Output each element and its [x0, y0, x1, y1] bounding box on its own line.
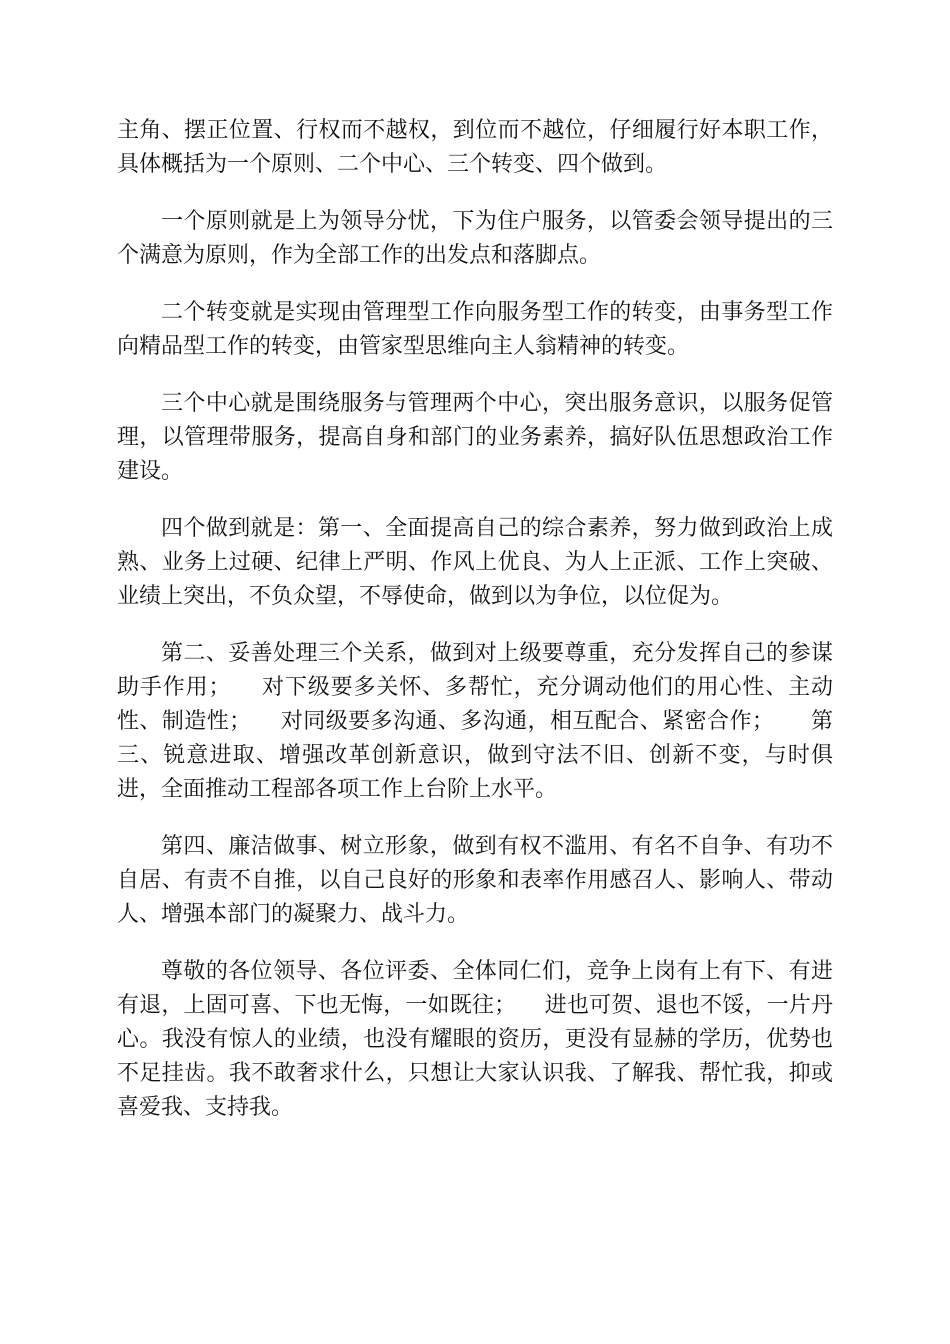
paragraph-continuation: 主角、摆正位置、行权而不越权，到位而不越位，仔细履行好本职工作，具体概括为一个原则、二个中心、三个转变、四个做到。 [117, 118, 833, 177]
document-body [117, 114, 833, 1148]
paragraph-one-principle: 一个原则就是上为领导分忧，下为住户服务，以管委会领导提出的三个满意为原则，作为全部工作的出发点和落脚点。 [117, 209, 833, 268]
paragraph-two-transformations: 二个转变就是实现由管理型工作向服务型工作的转变，由事务型工作向精品型工作的转变，由管家型思维向主人翁精神的转变。 [117, 300, 833, 359]
paragraph-three-centers: 三个中心就是围绕服务与管理两个中心，突出服务意识，以服务促管理，以管理带服务，提高自身和部门的业务素养，搞好队伍思想政治工作建设。 [117, 391, 833, 484]
paragraph-closing: 尊敬的各位领导、各位评委、全体同仁们，竞争上岗有上有下、有进有退，上固可喜、下也无悔，一如既往； 进也可贺、退也不馁，一片丹心。我没有惊人的业绩，也没有耀眼的资历，更没有显赫的学历，优势也不足挂齿。我不敢奢求什么，只想让大家认识我、了解我、帮忙我，抑或喜爱我、支持我。 [117, 959, 833, 1120]
paragraph-fourth-point: 第四、廉洁做事、树立形象，做到有权不滥用、有名不自争、有功不自居、有责不自推，以自己良好的形象和表率作用感召人、影响人、带动人、增强本部门的凝聚力、战斗力。 [117, 834, 833, 927]
paragraph-second-third-points: 第二、妥善处理三个关系，做到对上级要尊重，充分发挥自己的参谋助手作用； 对下级要多关怀、多帮忙，充分调动他们的用心性、主动性、制造性； 对同级要多沟通、多沟通，相互配合、紧密合作； 第三、锐意进取、增强改革创新意识，做到守法不旧、创新不变，与时俱进，全面推动工程部各项工作上台阶上水平。 [117, 641, 833, 802]
paragraph-four-achievements: 四个做到就是：第一、全面提高自己的综合素养，努力做到政治上成熟、业务上过硬、纪律上严明、作风上优良、为人上正派、工作上突破、业绩上突出，不负众望，不辱使命，做到以为争位，以位促为。 [117, 516, 833, 609]
